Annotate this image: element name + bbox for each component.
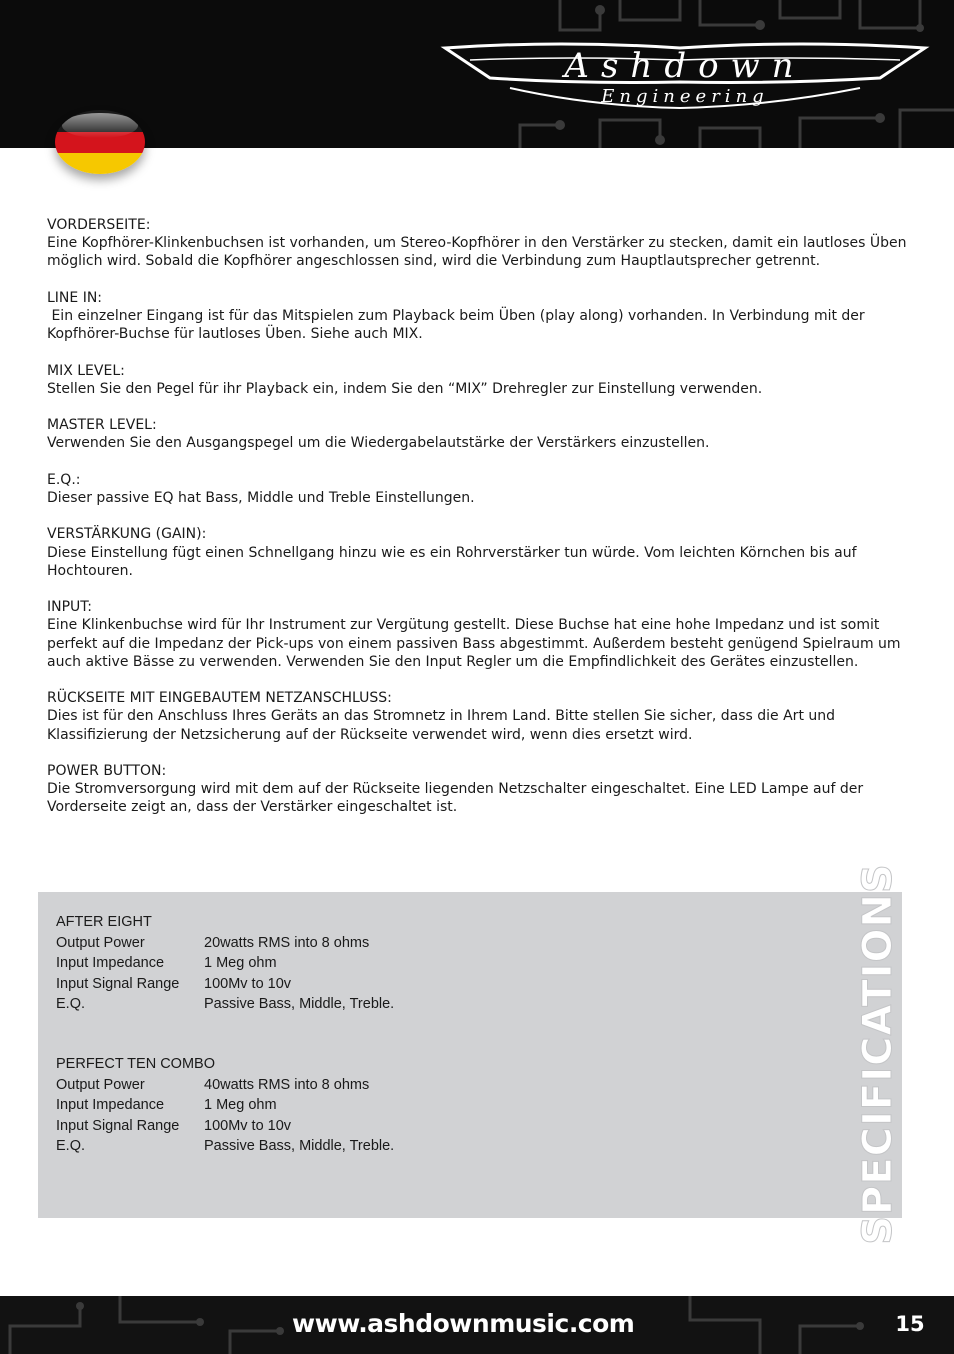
section-text: Eine Klinkenbuchse wird für Ihr Instrument zur Vergütung gestellt. Diese Buchse hat eine hohe Impedanz und ist somit perfekt auf die Impedanz der Pick-ups von einem passiven Bass abgestimmt. Außerdem besteht genügend Spielraum um auch aktive Bässe zu verwenden. Verwenden Sie den Input Regler um die Empfindlichkeit des Gerätes einzustellen. [47, 617, 906, 670]
manual-section [47, 289, 907, 344]
section-title: INPUT: [47, 599, 93, 616]
manual-section [47, 598, 907, 671]
german-flag-icon [55, 110, 145, 174]
page-footer [0, 1296, 954, 1354]
section-text: Stellen Sie den Pegel für ihr Playback ein, indem Sie den “MIX” Drehregler zur Einstellung verwenden. [47, 380, 763, 397]
section-title: RÜCKSEITE MIT EINGEBAUTEM NETZANSCHLUSS: [47, 690, 392, 707]
manual-section [47, 762, 907, 817]
section-text: Ein einzelner Eingang ist für das Mitspielen zum Playback beim Üben (play along) vorhanden. In Verbindung mit der Kopfhörer-Buchse für lautloses Üben. Siehe auch MIX. [47, 308, 870, 343]
spec-value: Passive Bass, Middle, Treble. [204, 1138, 395, 1155]
spec-model-block [56, 1054, 456, 1157]
specifications-panel [38, 863, 902, 1245]
spec-model-name: AFTER EIGHT [56, 914, 152, 930]
spec-row [56, 1136, 456, 1157]
spec-label: E.Q. [56, 996, 86, 1013]
spec-label: Input Signal Range [56, 975, 180, 992]
spec-label: Output Power [56, 934, 145, 951]
spec-value: 1 Meg ohm [204, 1097, 277, 1114]
ashdown-logo [440, 38, 930, 122]
section-title: MIX LEVEL: [47, 362, 125, 379]
spec-model-block [56, 912, 456, 1015]
spec-row [56, 933, 456, 954]
spec-value: Passive Bass, Middle, Treble. [204, 996, 395, 1013]
spec-row [56, 994, 456, 1015]
spec-label: Input Impedance [56, 955, 165, 972]
specifications-label: SPECIFICATIONS [855, 863, 901, 1245]
manual-section [47, 362, 907, 398]
spec-value: 100Mv to 10v [204, 975, 292, 992]
section-title: LINE IN: [47, 289, 103, 306]
section-text: Eine Kopfhörer-Klinkenbuchsen ist vorhanden, um Stereo-Kopfhörer in den Verstärker zu stecken, damit ein lautloses Üben möglich wird. Sobald die Kopfhörer angeschlossen sind, wird die Verbindung zum Hauptlautsprecher getrennt. [47, 235, 911, 270]
manual-section [47, 216, 911, 271]
spec-label: Input Impedance [56, 1097, 165, 1114]
section-title: E.Q.: [47, 471, 81, 488]
logo-subtitle: Engineering [601, 86, 769, 107]
spec-model-name: PERFECT TEN COMBO [56, 1056, 215, 1072]
spec-value: 100Mv to 10v [204, 1117, 292, 1134]
section-text: Dieser passive EQ hat Bass, Middle und Treble Einstellungen. [47, 489, 475, 506]
manual-section [47, 416, 907, 452]
spec-value: 40watts RMS into 8 ohms [204, 1076, 370, 1093]
spec-label: Output Power [56, 1076, 145, 1093]
page-header [0, 0, 954, 148]
spec-row [56, 1095, 456, 1116]
manual-section [47, 689, 907, 744]
section-title: POWER BUTTON: [47, 762, 167, 779]
section-text: Die Stromversorgung wird mit dem auf der Rückseite liegenden Netzschalter eingeschaltet. Eine LED Lampe auf der Vorderseite zeigt an, dass der Verstärker eingeschaltet ist. [47, 781, 868, 816]
manual-section [47, 471, 907, 507]
manual-section [47, 525, 907, 580]
specifications-vertical-heading [848, 863, 908, 1245]
page-number: 15 [895, 1312, 925, 1336]
section-text: Dies ist für den Anschluss Ihres Geräts an das Stromnetz in Ihrem Land. Bitte stellen Sie sicher, dass die Art und Klassifizierung der Netzsicherung auf der Rückseite verwendet wird, wenn dies ersetzt wird. [47, 708, 840, 743]
website-link[interactable]: www.ashdownmusic.com [292, 1309, 635, 1338]
section-text: Verwenden Sie den Ausgangspegel um die Wiedergabelautstärke der Verstärkers einzustellen. [47, 435, 710, 452]
spec-value: 1 Meg ohm [204, 955, 277, 972]
flag-stripe-gold [55, 153, 145, 174]
section-title: VERSTÄRKUNG (GAIN): [47, 526, 207, 543]
spec-value: 20watts RMS into 8 ohms [204, 934, 370, 951]
section-title: MASTER LEVEL: [47, 417, 157, 434]
spec-row [56, 974, 456, 995]
section-title: VORDERSEITE: [47, 217, 151, 233]
spec-label: E.Q. [56, 1138, 86, 1155]
manual-body [47, 216, 911, 835]
logo-wordmark: Ashdown [564, 46, 806, 86]
flag-gloss [62, 113, 138, 139]
spec-label: Input Signal Range [56, 1117, 180, 1134]
spec-row [56, 1116, 456, 1137]
spec-row [56, 1075, 456, 1096]
spec-row [56, 953, 456, 974]
section-text: Diese Einstellung fügt einen Schnellgang hinzu wie es ein Rohrverstärker tun würde. Vom leichten Körnchen bis auf Hochtouren. [47, 544, 861, 579]
